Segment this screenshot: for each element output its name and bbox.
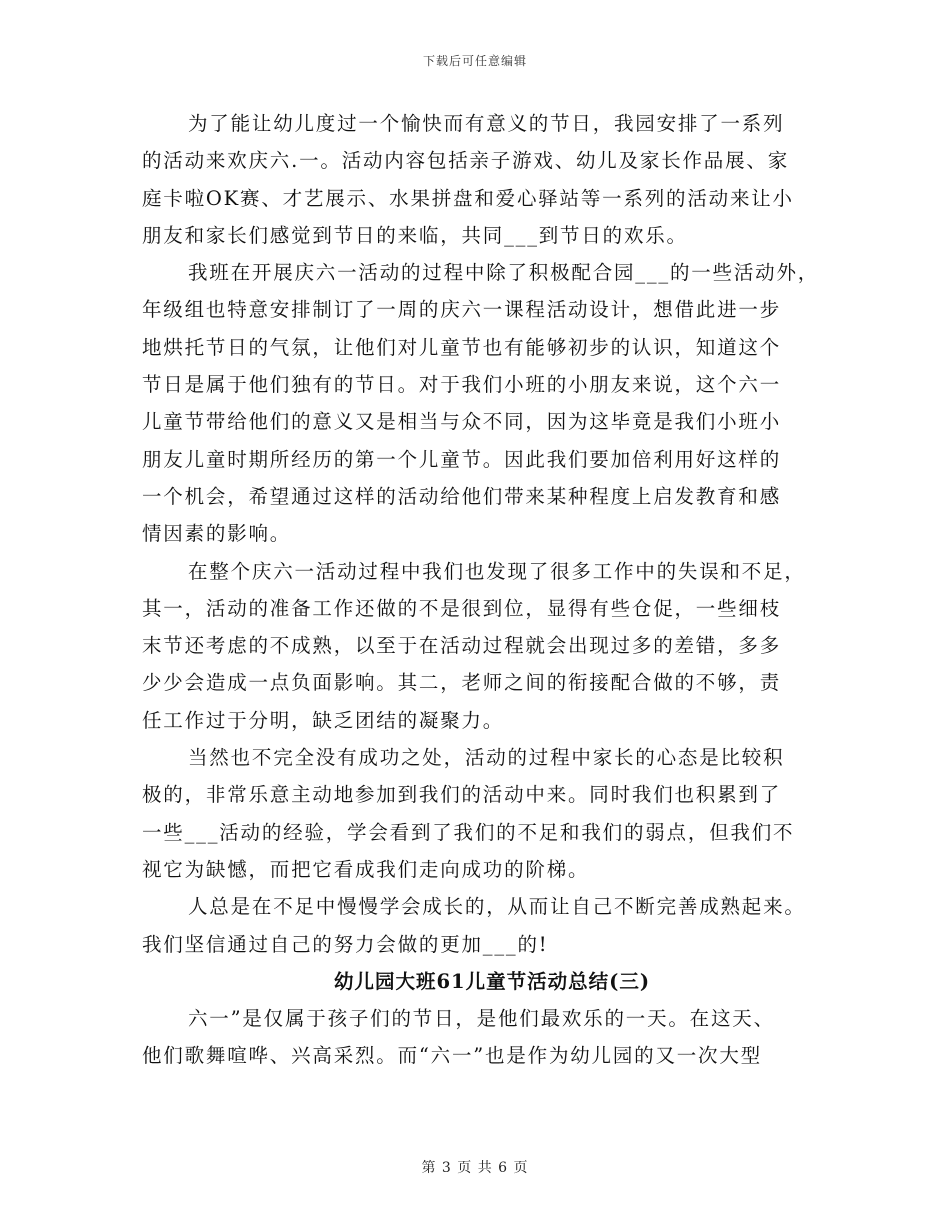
paragraph: [142, 254, 822, 552]
paragraph-line: 当然也不完全没有成功之处，活动的过程中家长的心态是比较积: [188, 746, 785, 770]
document-body: [142, 105, 822, 1075]
paragraph-line: 六一”是仅属于孩子们的节日，是他们最欢乐的一天。在这天、: [188, 1007, 775, 1031]
paragraph-line: 儿童节带给他们的意义又是相当与众不同，因为这毕竟是我们小班小: [142, 410, 782, 434]
paragraph-line: 人总是在不足中慢慢学会成长的，从而让自己不断完善成熟起来。: [188, 895, 806, 919]
paragraph-line: 我班在开展庆六一活动的过程中除了积极配合园___的一些活动外，: [188, 261, 820, 285]
paragraph: [142, 1000, 822, 1075]
paragraph-line: 一个机会，希望通过这样的活动给他们带来某种程度上启发教育和感: [142, 484, 782, 508]
section-title: 幼儿园大班61儿童节活动总结(三): [333, 969, 651, 993]
page-number: 第 3 页 共 6 页: [421, 1160, 529, 1176]
paragraph-line: 在整个庆六一活动过程中我们也发现了很多工作中的失误和不足，: [188, 559, 806, 583]
paragraph: [142, 553, 822, 739]
paragraph: [142, 105, 822, 254]
paragraph-line: 少少会造成一点负面影响。其二，老师之间的衔接配合做的不够，责: [142, 671, 782, 695]
paragraph-line: 朋友儿童时期所经历的第一个儿童节。因此我们要加倍利用好这样的: [142, 447, 782, 471]
paragraph-line: 地烘托节日的气氛，让他们对儿童节也有能够初步的认识，知道这个: [142, 335, 782, 359]
paragraph-line: 朋友和家长们感觉到节日的来临，共同___到节日的欢乐。: [142, 223, 688, 247]
paragraph-line: 视它为缺憾，而把它看成我们走向成功的阶梯。: [142, 857, 590, 881]
paragraph-line: 情因素的影响。: [142, 522, 292, 546]
paragraph-line: 节日是属于他们独有的节日。对于我们小班的小朋友来说，这个六一: [142, 373, 782, 397]
paragraph: [142, 888, 822, 963]
paragraph-line: 庭卡啦OK赛、才艺展示、水果拼盘和爱心驿站等一系列的活动来让小: [142, 186, 794, 210]
paragraph-line: 末节还考虑的不成熟，以至于在活动过程就会出现过多的差错，多多: [142, 634, 782, 658]
paragraph-line: 我们坚信通过自己的努力会做的更加___的!: [142, 932, 549, 956]
paragraph-line: 年级组也特意安排制订了一周的庆六一课程活动设计，想借此进一步: [142, 298, 782, 322]
paragraph-line: 为了能让幼儿度过一个愉快而有意义的节日，我园安排了一系列: [188, 112, 785, 135]
paragraph-line: 任工作过于分明，缺乏团结的凝聚力。: [142, 708, 505, 732]
paragraph-line: 的活动来欢庆六.一。活动内容包括亲子游戏、幼儿及家长作品展、家: [142, 149, 789, 173]
paragraph: [142, 739, 822, 888]
paragraph-line: 极的，非常乐意主动地参加到我们的活动中来。同时我们也积累到了: [142, 783, 782, 807]
paragraph-line: 其一，活动的准备工作还做的不是很到位，显得有些仓促，一些细枝: [142, 596, 782, 620]
paragraph-line: 一些___活动的经验，学会看到了我们的不足和我们的弱点，但我们不: [142, 820, 795, 844]
page-header: 下载后可任意编辑: [422, 54, 527, 68]
paragraph-line: 他们歌舞喧哗、兴高采烈。而“六一”也是作为幼儿园的又一次大型: [142, 1044, 762, 1068]
